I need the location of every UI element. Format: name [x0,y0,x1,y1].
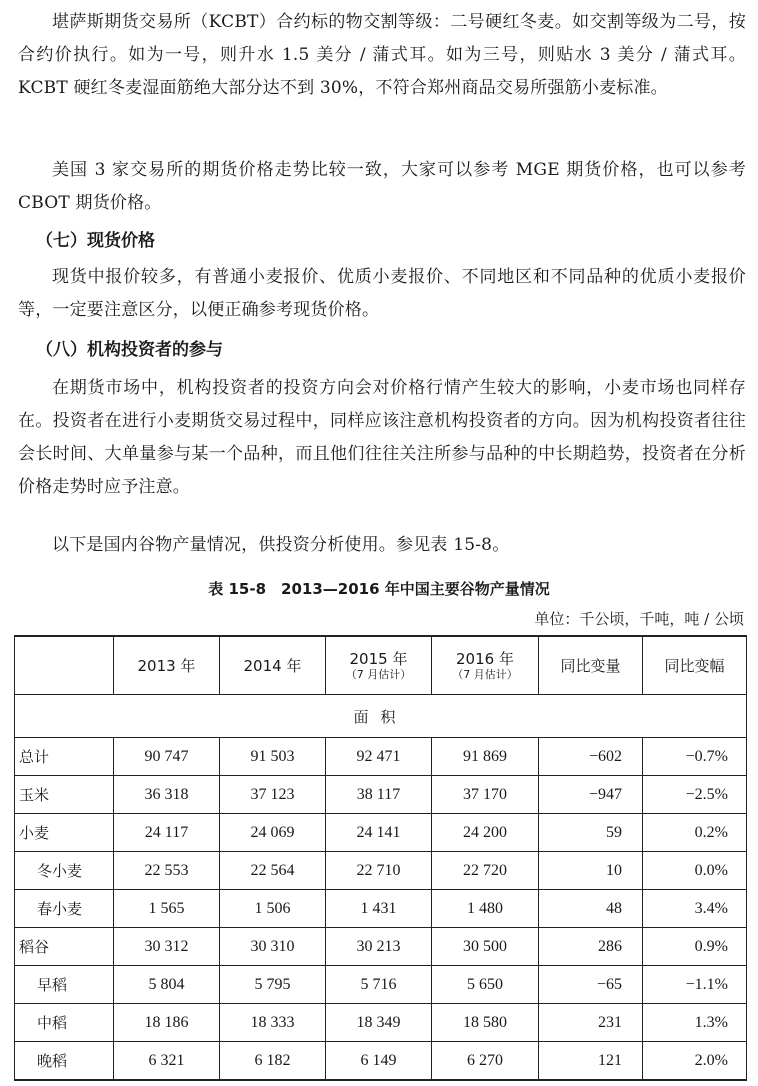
cell-2014: 1 506 [220,890,326,928]
table-row [15,1004,747,1042]
cell-change: 121 [539,1042,643,1081]
table-row [15,928,747,966]
cell-2016: 30 500 [432,928,539,966]
cell-2014: 22 564 [220,852,326,890]
paragraph-us-exchanges: 美国 3 家交易所的期货价格走势比较一致，大家可以参考 MGE 期货价格，也可以参考 CBOT 期货价格。 [18,160,746,213]
cell-change-pct: −2.5% [643,776,747,814]
cell-2014: 24 069 [220,814,326,852]
cell-change: 48 [539,890,643,928]
cell-2013: 18 186 [114,1004,220,1042]
cell-2014: 37 123 [220,776,326,814]
cell-change: −65 [539,966,643,1004]
cell-change: 10 [539,852,643,890]
table-row [15,966,747,1004]
cell-2013: 6 321 [114,1042,220,1081]
header-2016-year: 2016 年 [456,649,514,668]
cell-2014: 30 310 [220,928,326,966]
header-2015 [326,636,432,695]
cell-2015: 92 471 [326,738,432,776]
header-item [15,636,114,695]
cell-2013: 22 553 [114,852,220,890]
table-unit: 单位：千公顷，千吨，吨 / 公顷 [534,610,744,628]
cell-2015: 6 149 [326,1042,432,1081]
table-caption: 表 15-8 2013—2016 年中国主要谷物产量情况 [208,580,550,598]
header-change: 同比变量 [539,636,643,695]
table-row [15,852,747,890]
cell-2013: 5 804 [114,966,220,1004]
row-name: 中稻 [15,1004,114,1042]
cell-change-pct: 0.0% [643,852,747,890]
paragraph-table-intro: 以下是国内谷物产量情况，供投资分析使用。参见表 15-8。 [52,535,510,555]
cell-2015: 30 213 [326,928,432,966]
row-name: 总计 [15,738,114,776]
cell-change-pct: 0.2% [643,814,747,852]
cell-2013: 36 318 [114,776,220,814]
cell-change-pct: 0.9% [643,928,747,966]
row-name: 稻谷 [15,928,114,966]
paragraph-institutional: 在期货市场中，机构投资者的投资方向会对价格行情产生较大的影响，小麦市场也同样存在。投资者在进行小麦期货交易过程中，同样应该注意机构投资者的方向。因为机构投资者往往会长时间、大单量参与某一个品种，而且他们往往关注所参与品种的中长期趋势，投资者在分析价格走势时应予注意。 [18,378,746,497]
header-2013: 2013 年 [114,636,220,695]
table-row [15,814,747,852]
cell-change: −947 [539,776,643,814]
row-name: 小麦 [15,814,114,852]
section-row-area [15,695,747,738]
table-row [15,776,747,814]
cell-2013: 90 747 [114,738,220,776]
cell-2015: 18 349 [326,1004,432,1042]
row-name: 早稻 [15,966,114,1004]
paragraph-spot-price: 现货中报价较多，有普通小麦报价、优质小麦报价、不同地区和不同品种的优质小麦报价等，一定要注意区分，以便正确参考现货价格。 [18,267,746,320]
heading-spot-price: （七）现货价格 [36,231,155,251]
cell-2015: 5 716 [326,966,432,1004]
row-name: 玉米 [15,776,114,814]
section-label-area: 面积 [15,695,747,738]
table-row [15,890,747,928]
cell-change-pct: −0.7% [643,738,747,776]
cell-2013: 24 117 [114,814,220,852]
cell-2014: 6 182 [220,1042,326,1081]
row-name: 晚稻 [15,1042,114,1081]
table-row [15,738,747,776]
cell-2016: 91 869 [432,738,539,776]
cell-2014: 5 795 [220,966,326,1004]
header-2014: 2014 年 [220,636,326,695]
cell-2013: 1 565 [114,890,220,928]
header-2015-note: （7 月估计） [345,667,412,681]
cell-change: 286 [539,928,643,966]
header-2015-year: 2015 年 [349,649,408,668]
cell-2016: 37 170 [432,776,539,814]
paragraph-kcbt: 堪萨斯期货交易所（KCBT）合约标的物交割等级：二号硬红冬麦。如交割等级为二号，按合约价执行。如为一号，则升水 1.5 美分 / 蒲式耳。如为三号，则贴水 3 美分 / 蒲式耳。KCBT 硬红冬麦湿面筋绝大部分达不到 30%，不符合郑州商品交易所强筋小麦标准。 [18,12,746,98]
cell-2015: 1 431 [326,890,432,928]
cell-2013: 30 312 [114,928,220,966]
cell-2016: 24 200 [432,814,539,852]
cell-2016: 5 650 [432,966,539,1004]
table-row [15,1042,747,1081]
header-2016 [432,636,539,695]
table-header-row [15,636,747,695]
cell-2015: 24 141 [326,814,432,852]
row-name: 春小麦 [15,890,114,928]
cell-change-pct: 1.3% [643,1004,747,1042]
grain-production-table [14,635,747,1081]
cell-2015: 38 117 [326,776,432,814]
header-change-pct: 同比变幅 [643,636,747,695]
cell-2016: 18 580 [432,1004,539,1042]
cell-2016: 6 270 [432,1042,539,1081]
cell-2014: 18 333 [220,1004,326,1042]
cell-change-pct: 2.0% [643,1042,747,1081]
cell-change-pct: 3.4% [643,890,747,928]
cell-change: 59 [539,814,643,852]
cell-change-pct: −1.1% [643,966,747,1004]
cell-2015: 22 710 [326,852,432,890]
cell-change: −602 [539,738,643,776]
cell-change: 231 [539,1004,643,1042]
heading-institutional: （八）机构投资者的参与 [36,340,223,360]
row-name: 冬小麦 [15,852,114,890]
cell-2016: 1 480 [432,890,539,928]
header-2016-note: （7 月估计） [452,667,518,681]
cell-2014: 91 503 [220,738,326,776]
cell-2016: 22 720 [432,852,539,890]
